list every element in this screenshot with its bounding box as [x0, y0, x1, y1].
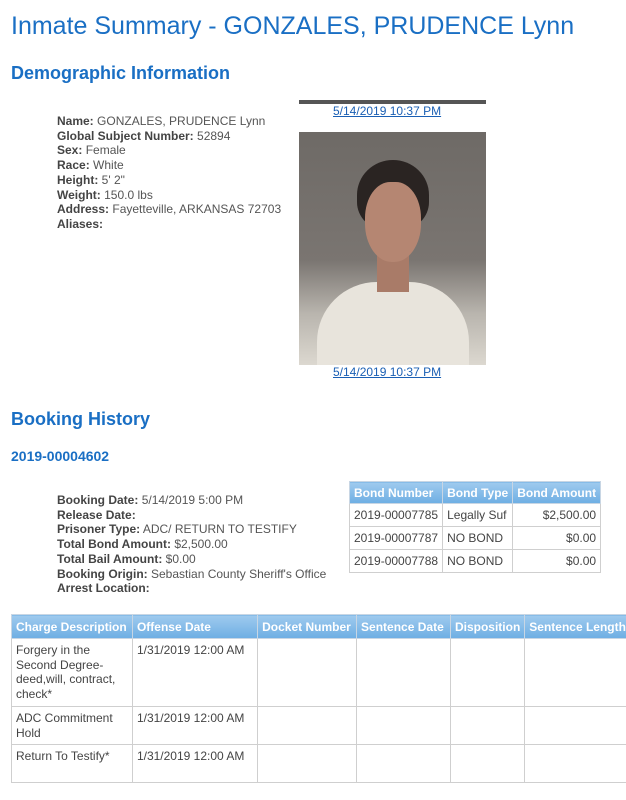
total-bail-row: [57, 552, 326, 567]
booking-date-value: 5/14/2019 5:00 PM: [141, 493, 244, 507]
bond-amount-cell: $0.00: [513, 527, 601, 550]
table-row: [12, 707, 626, 745]
photo-face: [365, 182, 421, 262]
race-label: Race:: [57, 158, 90, 173]
name-row: [57, 114, 281, 129]
race-value: White: [93, 158, 124, 173]
offense-date-header[interactable]: Offense Date: [132, 615, 257, 639]
charge-description-cell: ADC Commitment Hold: [12, 707, 133, 745]
bond-amount-header[interactable]: Bond Amount: [513, 482, 601, 504]
demographic-heading: Demographic Information: [11, 63, 231, 83]
sentence-length-cell: [525, 745, 626, 783]
prisoner-type-row: [57, 522, 326, 537]
bond-number-header[interactable]: Bond Number: [350, 482, 443, 504]
charge-description-cell: Forgery in the Second Degree-deed,will, contract, check*: [12, 639, 133, 707]
demographic-info: [57, 114, 281, 232]
prisoner-type-value: ADC/ RETURN TO TESTIFY: [142, 522, 297, 537]
booking-id: 2019-00004602: [11, 448, 110, 464]
charge-description-header[interactable]: Charge Description: [12, 615, 133, 639]
bond-header-row: [350, 482, 601, 504]
docket-number-header[interactable]: Docket Number: [258, 615, 357, 639]
sex-value: Female: [85, 143, 126, 158]
total-bond-value: $2,500.00: [174, 537, 228, 552]
page-title: Inmate Summary - GONZALES, PRUDENCE Lynn: [11, 12, 575, 40]
docket-number-cell: [258, 745, 357, 783]
table-row: [350, 527, 601, 550]
docket-number-cell: [258, 639, 357, 707]
height-row: [57, 173, 281, 188]
table-row: [350, 550, 601, 573]
total-bond-row: [57, 537, 326, 552]
table-row: [12, 639, 626, 707]
sentence-date-cell: [357, 639, 451, 707]
total-bond-label: Total Bond Amount:: [57, 537, 171, 552]
disposition-cell: [450, 707, 524, 745]
subject-number-value: 52894: [197, 128, 231, 143]
prisoner-type-label: Prisoner Type:: [57, 522, 141, 537]
arrest-location-label: Arrest Location:: [57, 581, 150, 596]
bond-number-cell: 2019-00007787: [350, 527, 443, 550]
sex-label: Sex:: [57, 143, 83, 158]
sentence-length-cell: [525, 639, 626, 707]
release-date-row: [57, 508, 326, 523]
aliases-row: [57, 217, 281, 232]
booking-date-label: Booking Date:: [57, 493, 139, 507]
photo-shirt: [317, 282, 469, 365]
offense-date-cell: 1/31/2019 12:00 AM: [132, 639, 257, 707]
sentence-date-header[interactable]: Sentence Date: [357, 615, 451, 639]
total-bail-value: $0.00: [165, 551, 196, 566]
bond-amount-cell: $0.00: [513, 550, 601, 573]
subject-number-row: [57, 129, 281, 144]
address-label: Address:: [57, 202, 110, 217]
height-label: Height:: [57, 172, 99, 187]
height-value: 5' 2": [101, 172, 125, 187]
bond-type-header[interactable]: Bond Type: [443, 482, 513, 504]
name-value: GONZALES, PRUDENCE Lynn: [97, 114, 266, 128]
disposition-header[interactable]: Disposition: [450, 615, 524, 639]
bond-number-cell: 2019-00007785: [350, 504, 443, 527]
weight-value: 150.0 lbs: [104, 187, 153, 202]
aliases-label: Aliases:: [57, 216, 104, 231]
arrest-location-row: [57, 581, 326, 596]
booking-date-row: [57, 493, 326, 508]
total-bail-label: Total Bail Amount:: [57, 551, 163, 566]
offense-date-cell: 1/31/2019 12:00 AM: [132, 745, 257, 783]
booking-origin-label: Booking Origin:: [57, 566, 148, 581]
sentence-date-cell: [357, 707, 451, 745]
sentence-length-header[interactable]: Sentence Length: [525, 615, 626, 639]
booking-origin-row: [57, 567, 326, 582]
name-label: Name:: [57, 114, 94, 128]
mugshot-photo[interactable]: [299, 132, 486, 365]
bond-type-cell: NO BOND: [443, 527, 513, 550]
booking-origin-value: Sebastian County Sheriff's Office: [151, 566, 327, 581]
charge-description-cell: Return To Testify*: [12, 745, 133, 783]
bond-type-cell: NO BOND: [443, 550, 513, 573]
booking-info: [57, 493, 326, 596]
sentence-length-cell: [525, 707, 626, 745]
sex-row: [57, 143, 281, 158]
release-date-label: Release Date:: [57, 507, 136, 522]
table-row: [12, 745, 626, 783]
charges-table: [11, 614, 626, 783]
bond-table: [349, 481, 601, 573]
sentence-date-cell: [357, 745, 451, 783]
disposition-cell: [450, 745, 524, 783]
bond-type-cell: Legally Suf: [443, 504, 513, 527]
photo-date-link-bottom[interactable]: 5/14/2019 10:37 PM: [333, 365, 442, 379]
table-row: [350, 504, 601, 527]
docket-number-cell: [258, 707, 357, 745]
bond-number-cell: 2019-00007788: [350, 550, 443, 573]
weight-row: [57, 188, 281, 203]
bond-amount-cell: $2,500.00: [513, 504, 601, 527]
subject-number-label: Global Subject Number:: [57, 128, 194, 143]
disposition-cell: [450, 639, 524, 707]
charges-header-row: [12, 615, 626, 639]
address-row: [57, 202, 281, 217]
race-row: [57, 158, 281, 173]
address-value: Fayetteville, ARKANSAS 72703: [112, 202, 282, 217]
weight-label: Weight:: [57, 187, 101, 202]
offense-date-cell: 1/31/2019 12:00 AM: [132, 707, 257, 745]
booking-history-heading: Booking History: [11, 409, 151, 429]
photo-date-link-top[interactable]: 5/14/2019 10:37 PM: [333, 104, 442, 118]
